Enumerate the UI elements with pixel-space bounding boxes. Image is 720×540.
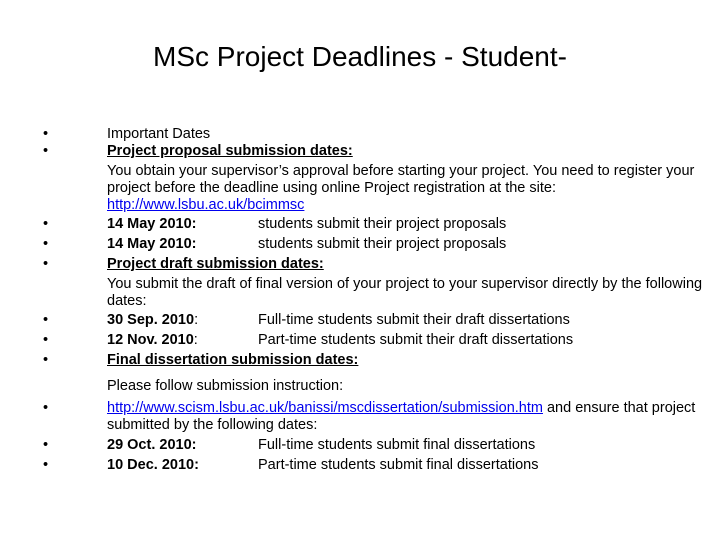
date-label: 10 Dec. 2010: bbox=[107, 457, 199, 473]
date-label: 14 May 2010: bbox=[107, 216, 197, 232]
bullet: • bbox=[43, 236, 49, 252]
date-item bbox=[40, 312, 705, 329]
slide-content bbox=[40, 126, 705, 474]
final-heading: Final dissertation submission dates: bbox=[107, 352, 359, 368]
date-label bbox=[107, 312, 258, 329]
date-item bbox=[40, 236, 705, 253]
date-item bbox=[40, 216, 705, 233]
date-label bbox=[107, 332, 258, 349]
registration-link[interactable]: http://www.lsbu.ac.uk/bcimmsc bbox=[107, 197, 305, 213]
date-item bbox=[40, 437, 705, 454]
bullet: • bbox=[43, 352, 49, 368]
date-separator: : bbox=[194, 312, 199, 328]
bullet: • bbox=[43, 457, 49, 473]
proposal-description bbox=[40, 163, 705, 214]
date-item bbox=[40, 457, 705, 474]
bullet: • bbox=[43, 143, 49, 159]
date-description: Part-time students submit their draft dissertations bbox=[258, 332, 574, 348]
list-item bbox=[40, 400, 705, 434]
submission-link[interactable]: http://www.scism.lsbu.ac.uk/banissi/mscdissertation/submission.htm bbox=[107, 400, 543, 416]
bullet: • bbox=[43, 312, 49, 328]
final-instruction: Please follow submission instruction: bbox=[107, 378, 344, 394]
bullet: • bbox=[43, 437, 49, 453]
bullet: • bbox=[43, 332, 49, 348]
list-item bbox=[40, 143, 705, 160]
date-label: 29 Oct. 2010: bbox=[107, 437, 197, 453]
proposal-heading: Project proposal submission dates: bbox=[107, 143, 353, 159]
date-description: students submit their project proposals bbox=[258, 236, 507, 252]
draft-description: You submit the draft of final version of your project to your supervisor directly by the following dates: bbox=[107, 276, 703, 309]
list-item bbox=[40, 126, 705, 143]
submission-link-suffix: and ensure that project submitted by the following dates: bbox=[107, 400, 696, 433]
list-item bbox=[40, 352, 705, 369]
bullet: • bbox=[43, 126, 49, 142]
bullet: • bbox=[43, 216, 49, 232]
date-description: students submit their project proposals bbox=[258, 216, 507, 232]
draft-heading: Project draft submission dates: bbox=[107, 256, 324, 272]
slide-title: MSc Project Deadlines - Student- bbox=[153, 41, 567, 72]
important-dates-label: Important Dates bbox=[107, 126, 211, 142]
date-description: Full-time students submit their draft dissertations bbox=[258, 312, 570, 328]
list-item bbox=[40, 256, 705, 273]
date-value: 30 Sep. 2010 bbox=[107, 312, 195, 328]
proposal-description-text: You obtain your supervisor’s approval before starting your project. You need to register your project before the deadline using online Project registration at the site: bbox=[107, 163, 695, 196]
bullet: • bbox=[43, 400, 49, 416]
date-description: Full-time students submit final dissertations bbox=[258, 437, 536, 453]
date-separator: : bbox=[193, 332, 198, 348]
date-description: Part-time students submit final dissertations bbox=[258, 457, 539, 473]
bullet: • bbox=[43, 256, 49, 272]
date-label: 14 May 2010: bbox=[107, 236, 197, 252]
date-item bbox=[40, 332, 705, 349]
date-value: 12 Nov. 2010 bbox=[107, 332, 194, 348]
